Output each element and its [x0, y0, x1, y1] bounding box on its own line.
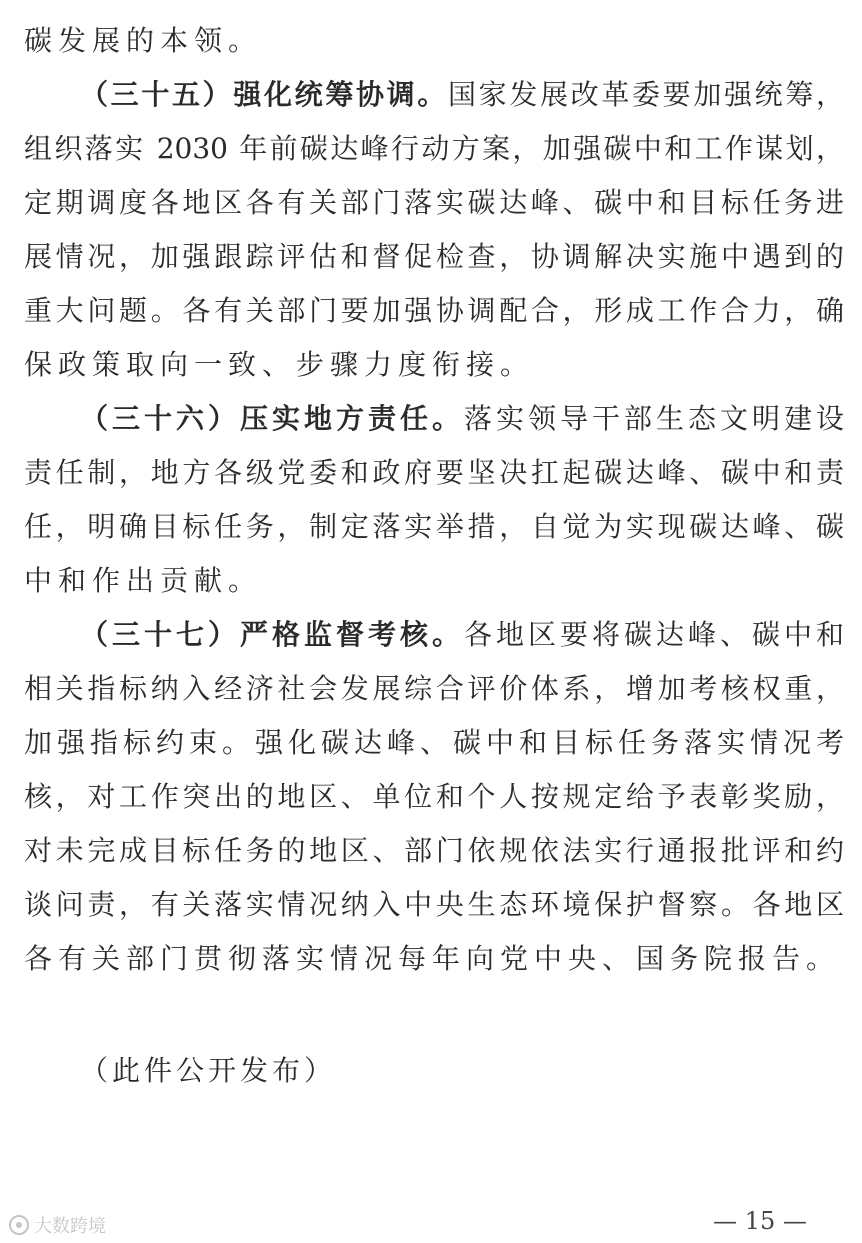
- line-text: 对未完成目标任务的地区、部门依规依法实行通报批评和约: [24, 834, 844, 867]
- release-note: （此件公开发布）: [80, 1054, 337, 1087]
- text-line: [24, 122, 844, 176]
- text-line: [24, 932, 844, 986]
- text-line: [24, 608, 844, 662]
- line-text: 责任制，地方各级党委和政府要坚决扛起碳达峰、碳中和责: [24, 456, 844, 489]
- line-text: 任，明确目标任务，制定落实举措，自觉为实现碳达峰、碳: [24, 510, 844, 543]
- document-body: [24, 14, 844, 986]
- line-text: 落实领导干部生态文明建设: [464, 402, 844, 435]
- text-line: [24, 392, 844, 446]
- text-line: [24, 824, 844, 878]
- text-line: [24, 500, 844, 554]
- text-line: [24, 338, 844, 392]
- line-text: 定期调度各地区各有关部门落实碳达峰、碳中和目标任务进: [24, 186, 844, 219]
- line-text: 谈问责，有关落实情况纳入中央生态环境保护督察。各地区: [24, 888, 844, 921]
- text-line: [24, 662, 844, 716]
- text-line: [24, 14, 844, 68]
- line-text: 相关指标纳入经济社会发展综合评价体系，增加考核权重，: [24, 672, 844, 705]
- text-line: [24, 230, 844, 284]
- line-text: 组织落实 2030 年前碳达峰行动方案，加强碳中和工作谋划，: [24, 132, 844, 165]
- line-text: 核，对工作突出的地区、单位和个人按规定给予表彰奖励，: [24, 780, 844, 813]
- line-text: 碳发展的本领。: [24, 24, 263, 57]
- text-line: [24, 716, 844, 770]
- line-text: 展情况，加强跟踪评估和督促检查，协调解决实施中遇到的: [24, 240, 844, 273]
- line-text: 重大问题。各有关部门要加强协调配合，形成工作合力，确: [24, 294, 844, 327]
- text-line: [24, 68, 844, 122]
- text-line: [24, 284, 844, 338]
- section-heading: （三十五）强化统筹协调。: [80, 78, 448, 111]
- text-line: [24, 176, 844, 230]
- watermark-text: 大数跨境: [34, 1216, 106, 1237]
- watermark: [8, 1212, 106, 1238]
- watermark-logo-icon: [8, 1214, 30, 1236]
- section-heading: （三十六）压实地方责任。: [80, 402, 464, 435]
- line-text: 各地区要将碳达峰、碳中和: [464, 618, 844, 651]
- line-text: 加强指标约束。强化碳达峰、碳中和目标任务落实情况考: [24, 726, 844, 759]
- page-number: — 15 —: [713, 1207, 807, 1235]
- line-text: 国家发展改革委要加强统筹，: [448, 78, 844, 111]
- line-text: 保政策取向一致、步骤力度衔接。: [24, 348, 535, 381]
- section-heading: （三十七）严格监督考核。: [80, 618, 464, 651]
- line-text: 中和作出贡献。: [24, 564, 263, 597]
- text-line: [24, 878, 844, 932]
- text-line: [24, 554, 844, 608]
- text-line: [24, 770, 844, 824]
- text-line: [24, 446, 844, 500]
- line-text: 各有关部门贯彻落实情况每年向党中央、国务院报告。: [24, 942, 841, 975]
